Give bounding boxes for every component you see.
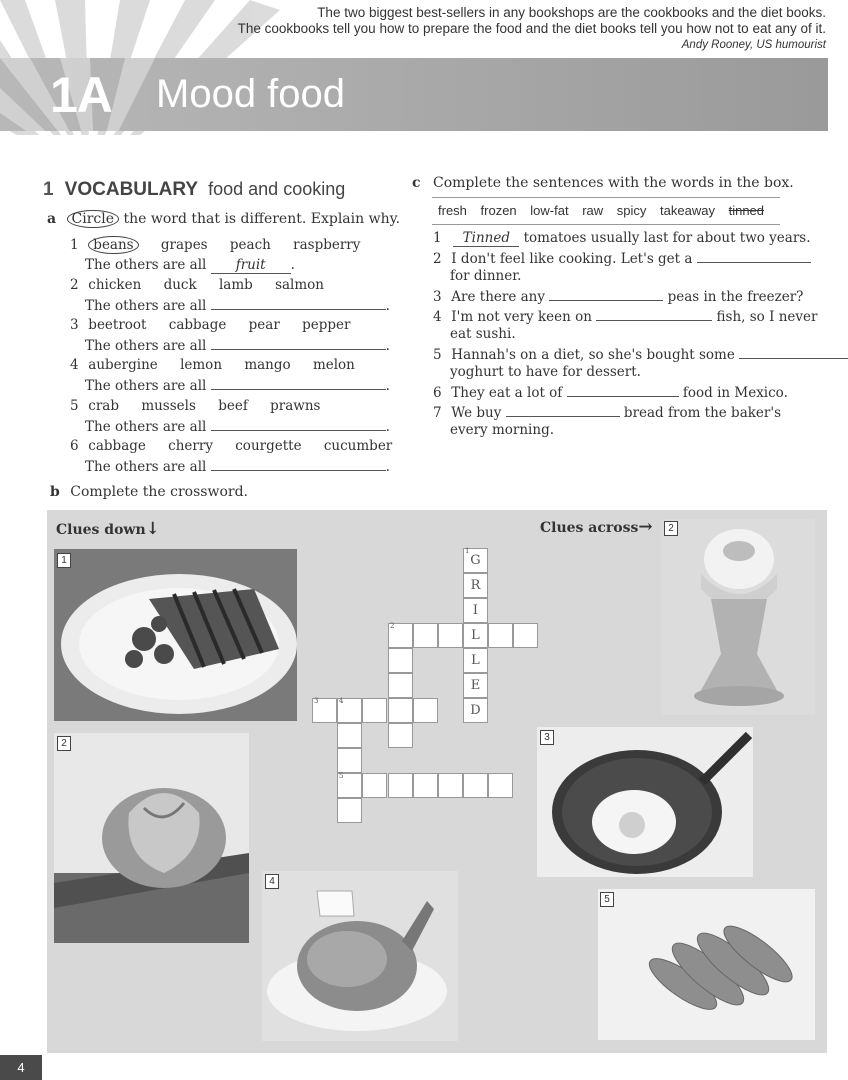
word: lamb [218,277,253,293]
sentence-text: food in Mexico. [682,385,788,401]
ex-c-sentence-6 [433,384,788,401]
exercise-c-instruction-text: Complete the sentences with the words in the box. [432,175,794,191]
answer-prefix: The others are all [85,459,207,475]
clues-down-label [56,519,160,539]
word: cucumber [323,438,393,454]
box-word-used: tinned [728,203,765,218]
crossword-cell[interactable] [463,548,488,573]
ex-a-answer-4: The others are all . [85,378,390,394]
cell-number: 5 [339,772,344,780]
fried-egg-pan-image [537,727,753,877]
answer-prefix: The others are all [85,257,207,273]
crossword-cell[interactable] [463,673,488,698]
crossword-cell[interactable] [488,623,513,648]
answer-blank[interactable] [211,257,291,274]
box-word: low-fat [530,203,569,218]
picture-2-baked-potato [54,733,249,943]
word: beetroot [88,317,147,333]
cell-letter: E [470,678,481,693]
exercise-b-instruction [50,484,248,500]
ex-c-sentence-1 [433,230,811,247]
word-box [432,197,780,225]
sentence-text: Are there any [451,289,545,305]
picture-number: 2 [57,736,71,751]
picture-number: 4 [265,874,279,889]
quote-line-2: The cookbooks tell you how to prepare the food and the diet books tell you how not to eat any of it. [237,21,826,36]
picture-1-grilled-salmon [54,549,297,721]
ex-a-answer-5: The others are all . [85,419,390,435]
cell-number: 3 [314,697,319,705]
cell-letter: D [470,703,481,718]
sentence-blank[interactable] [739,346,848,359]
section-number: 1 [43,179,54,200]
crossword-cell[interactable] [413,623,438,648]
word: courgette [235,438,302,454]
picture-4-roast-chicken [262,871,458,1041]
ex-c-sentence-7 [433,404,781,421]
answer-prefix: The others are all [85,419,207,435]
item-number: 1 [70,237,79,253]
cell-letter: R [470,578,481,593]
crossword-cell[interactable] [413,698,438,723]
sentence-blank[interactable] [697,250,811,263]
answer-prefix: The others are all [85,378,207,394]
answer-blank[interactable] [211,297,386,310]
sentence-number: 2 [433,251,442,267]
exercise-b-instruction-text: Complete the crossword. [70,484,248,500]
ex-a-answer-3: The others are all . [85,338,390,354]
sentence-text: tomatoes usually last for about two years. [523,230,811,246]
roast-chicken-image [262,871,458,1041]
ex-a-answer-1: The others are all fruit . [85,257,295,273]
sentence-text: eat sushi. [450,326,516,342]
word: peach [229,237,271,253]
ex-c-sentence-5 [433,346,848,363]
sentence-blank[interactable] [506,404,620,417]
crossword-cell[interactable] [413,773,438,798]
box-word: frozen [480,203,517,218]
word: lemon [180,357,223,373]
crossword-cell[interactable] [337,748,362,773]
crossword-cell[interactable] [388,673,413,698]
answer-text: fruit [235,257,266,273]
ex-a-answer-6: The others are all . [85,459,390,475]
item-number: 5 [70,398,79,414]
word: chicken [88,277,142,293]
sentence-number: 1 [433,230,442,246]
sentence-answer: Tinned [462,230,510,246]
cell-number: 2 [390,622,395,630]
word: grapes [160,237,208,253]
exercise-a-instruction-text: the word that is different. Explain why. [119,211,401,227]
ex-a-item-6 [70,438,410,454]
picture-5-peppers [598,889,815,1040]
item-number: 4 [70,357,79,373]
word-circled: beans [88,236,138,254]
crossword-cell[interactable] [513,623,538,648]
baked-potato-image [54,733,249,943]
crossword-cell[interactable] [488,773,513,798]
crossword-cell[interactable] [463,598,488,623]
crossword-cell[interactable] [337,723,362,748]
word: pear [248,317,280,333]
sentence-number: 7 [433,405,442,421]
sentence-number: 5 [433,347,442,363]
box-word: fresh [438,203,467,218]
cell-number: 4 [339,697,344,705]
crossword-cell[interactable] [388,623,413,648]
picture-number: 5 [600,892,614,907]
cell-letter: G [470,553,481,568]
ex-a-item-2 [70,277,342,293]
sentence-text: bread from the baker's [623,405,782,421]
word: mango [244,357,291,373]
word: salmon [275,277,324,293]
answer-blank[interactable] [211,337,386,350]
down-arrow-icon: ↓ [145,519,160,539]
answer-prefix: The others are all [85,298,207,314]
item-number: 6 [70,438,79,454]
crossword-cell[interactable] [362,698,387,723]
picture-number: 2 [664,521,678,536]
box-word: spicy [616,203,647,218]
answer-blank[interactable] [211,458,386,471]
exercise-a-label: a [47,211,57,227]
ex-c-sentence-3 [433,288,803,305]
picture-3-fried-egg [537,727,753,877]
item-number: 3 [70,317,79,333]
ex-a-item-4 [70,357,373,373]
page-number: 4 [0,1055,42,1080]
ex-c-sentence-2 [433,250,811,267]
box-word: takeaway [660,203,715,218]
crossword-cell[interactable] [388,648,413,673]
word: prawns [270,398,321,414]
sentence-blank[interactable] [567,384,679,397]
cell-letter: L [471,653,480,668]
ex-a-item-3 [70,317,368,333]
cell-letter: I [472,603,479,618]
section-subtitle: food and cooking [208,179,346,199]
word: mussels [141,398,196,414]
item-number: 2 [70,277,79,293]
sentence-number: 4 [433,309,442,325]
peppers-image [598,889,815,1040]
sentence-text: peas in the freezer? [667,289,804,305]
sentence-text: every morning. [450,422,554,438]
unit-title: Mood food [156,72,346,116]
crossword-cell[interactable] [388,723,413,748]
sentence-text: I don't feel like cooking. Let's get a [451,251,693,267]
word: crab [88,398,120,414]
picture-number: 3 [540,730,554,745]
sentence-number: 6 [433,385,442,401]
crossword-cell[interactable] [388,773,413,798]
crossword-cell[interactable] [463,648,488,673]
cell-letter: L [471,628,480,643]
sentence-text: I'm not very keen on [451,309,592,325]
crossword-cell[interactable] [463,623,488,648]
crossword-cell[interactable] [312,698,337,723]
crossword-cell[interactable] [463,573,488,598]
clues-across-text: Clues across [540,520,639,536]
word: melon [312,357,355,373]
box-word: raw [582,203,604,218]
crossword-cell[interactable] [362,773,387,798]
word: cabbage [168,317,227,333]
answer-blank[interactable] [211,377,386,390]
crossword-cell[interactable] [438,623,463,648]
quote-line-1: The two biggest best-sellers in any bookshops are the cookbooks and the diet books. [317,5,826,20]
circle-word: Circle [67,210,120,228]
answer-blank[interactable] [211,418,386,431]
word: aubergine [88,357,158,373]
word: raspberry [293,237,361,253]
answer-prefix: The others are all [85,338,207,354]
picture-number: 1 [57,553,71,568]
sentence-text: fish, so I never [716,309,818,325]
right-arrow-icon: → [638,517,653,537]
sentence-text: Hannah's on a diet, so she's bought some [451,347,735,363]
word: duck [163,277,197,293]
picture-across-2-boiled-egg [661,519,815,715]
sentence-blank[interactable] [549,288,663,301]
sentence-text: yoghurt to have for dessert. [450,364,641,380]
ex-a-answer-2: The others are all . [85,298,390,314]
boiled-egg-image [661,519,815,715]
crossword-cell[interactable] [337,773,362,798]
crossword-cell[interactable] [438,773,463,798]
sentence-blank[interactable] [596,308,712,321]
crossword-cell[interactable] [337,698,362,723]
exercise-c-label: c [412,175,421,191]
word: pepper [302,317,351,333]
exercise-b-label: b [50,484,60,500]
crossword-cell[interactable] [337,798,362,823]
sentence-text: We buy [451,405,502,421]
ex-a-item-1 [70,237,378,253]
sentence-text: for dinner. [450,268,522,284]
section-title: VOCABULARY [64,179,199,200]
crossword-cell[interactable] [463,773,488,798]
clues-down-text: Clues down [56,522,146,538]
sentence-number: 3 [433,289,442,305]
exercise-a-instruction [47,211,400,227]
crossword-cell[interactable] [388,698,413,723]
cell-number: 1 [465,547,470,555]
grilled-salmon-image [54,549,297,721]
unit-number: 1A [50,67,112,123]
word: cherry [168,438,213,454]
quote-author: Andy Rooney, US humourist [681,39,826,51]
ex-a-item-5 [70,398,338,414]
sentence-blank[interactable] [453,230,519,247]
clues-across-label [540,517,653,537]
crossword-cell[interactable] [463,698,488,723]
word: beef [218,398,248,414]
section-heading [43,179,345,201]
sentence-text: They eat a lot of [451,385,563,401]
exercise-c-instruction [412,175,794,191]
ex-c-sentence-4 [433,308,817,325]
word: cabbage [88,438,146,454]
